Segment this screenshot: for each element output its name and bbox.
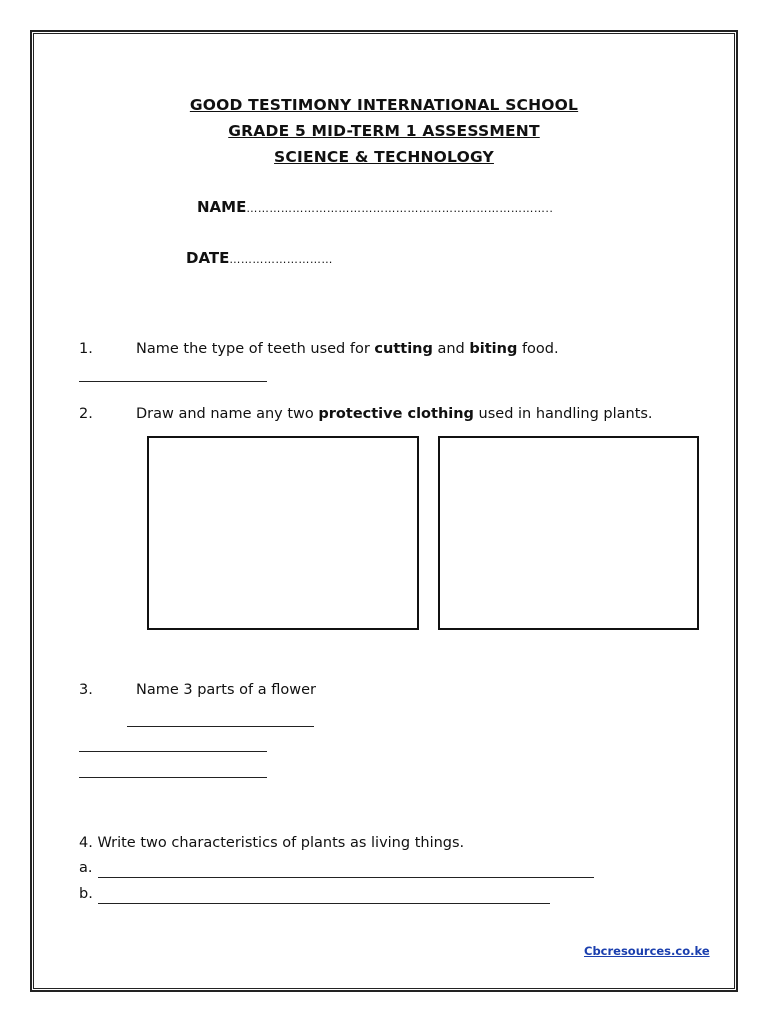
exam-title: GRADE 5 MID-TERM 1 ASSESSMENT bbox=[228, 122, 540, 140]
question-text: Draw and name any two protective clothing used in handling plants. bbox=[136, 406, 653, 422]
drawing-box-2[interactable] bbox=[438, 436, 699, 630]
answer-label-a: a. bbox=[79, 860, 93, 876]
question-number: 2. bbox=[79, 406, 93, 422]
drawing-box-1[interactable] bbox=[147, 436, 419, 630]
question-2 bbox=[79, 406, 719, 426]
question-number: 3. bbox=[79, 682, 93, 698]
answer-label-b: b. bbox=[79, 886, 93, 902]
question-1 bbox=[79, 341, 699, 361]
date-field[interactable] bbox=[186, 249, 333, 267]
footer-link[interactable]: Cbcresources.co.ke bbox=[584, 944, 710, 958]
answer-line-3b[interactable] bbox=[79, 751, 267, 752]
question-3 bbox=[79, 682, 479, 702]
answer-line-3a[interactable] bbox=[127, 726, 314, 727]
name-label: NAME bbox=[197, 198, 247, 216]
question-text: Name 3 parts of a flower bbox=[136, 682, 316, 698]
date-dots: ……………………… bbox=[229, 253, 333, 266]
question-text: Name the type of teeth used for cutting and biting food. bbox=[136, 341, 559, 357]
school-title: GOOD TESTIMONY INTERNATIONAL SCHOOL bbox=[189, 96, 579, 114]
name-field[interactable] bbox=[197, 198, 553, 216]
question-number: 1. bbox=[79, 341, 93, 357]
subject-title: SCIENCE & TECHNOLOGY bbox=[274, 148, 494, 166]
answer-line-3c[interactable] bbox=[79, 777, 267, 778]
name-dots: …………………………………………………………………….. bbox=[246, 202, 554, 215]
answer-line-4b[interactable] bbox=[98, 903, 550, 904]
answer-line-1[interactable] bbox=[79, 381, 267, 382]
question-4-text: 4. Write two characteristics of plants as living things. bbox=[79, 835, 465, 851]
date-label: DATE bbox=[186, 249, 230, 267]
answer-line-4a[interactable] bbox=[98, 877, 594, 878]
